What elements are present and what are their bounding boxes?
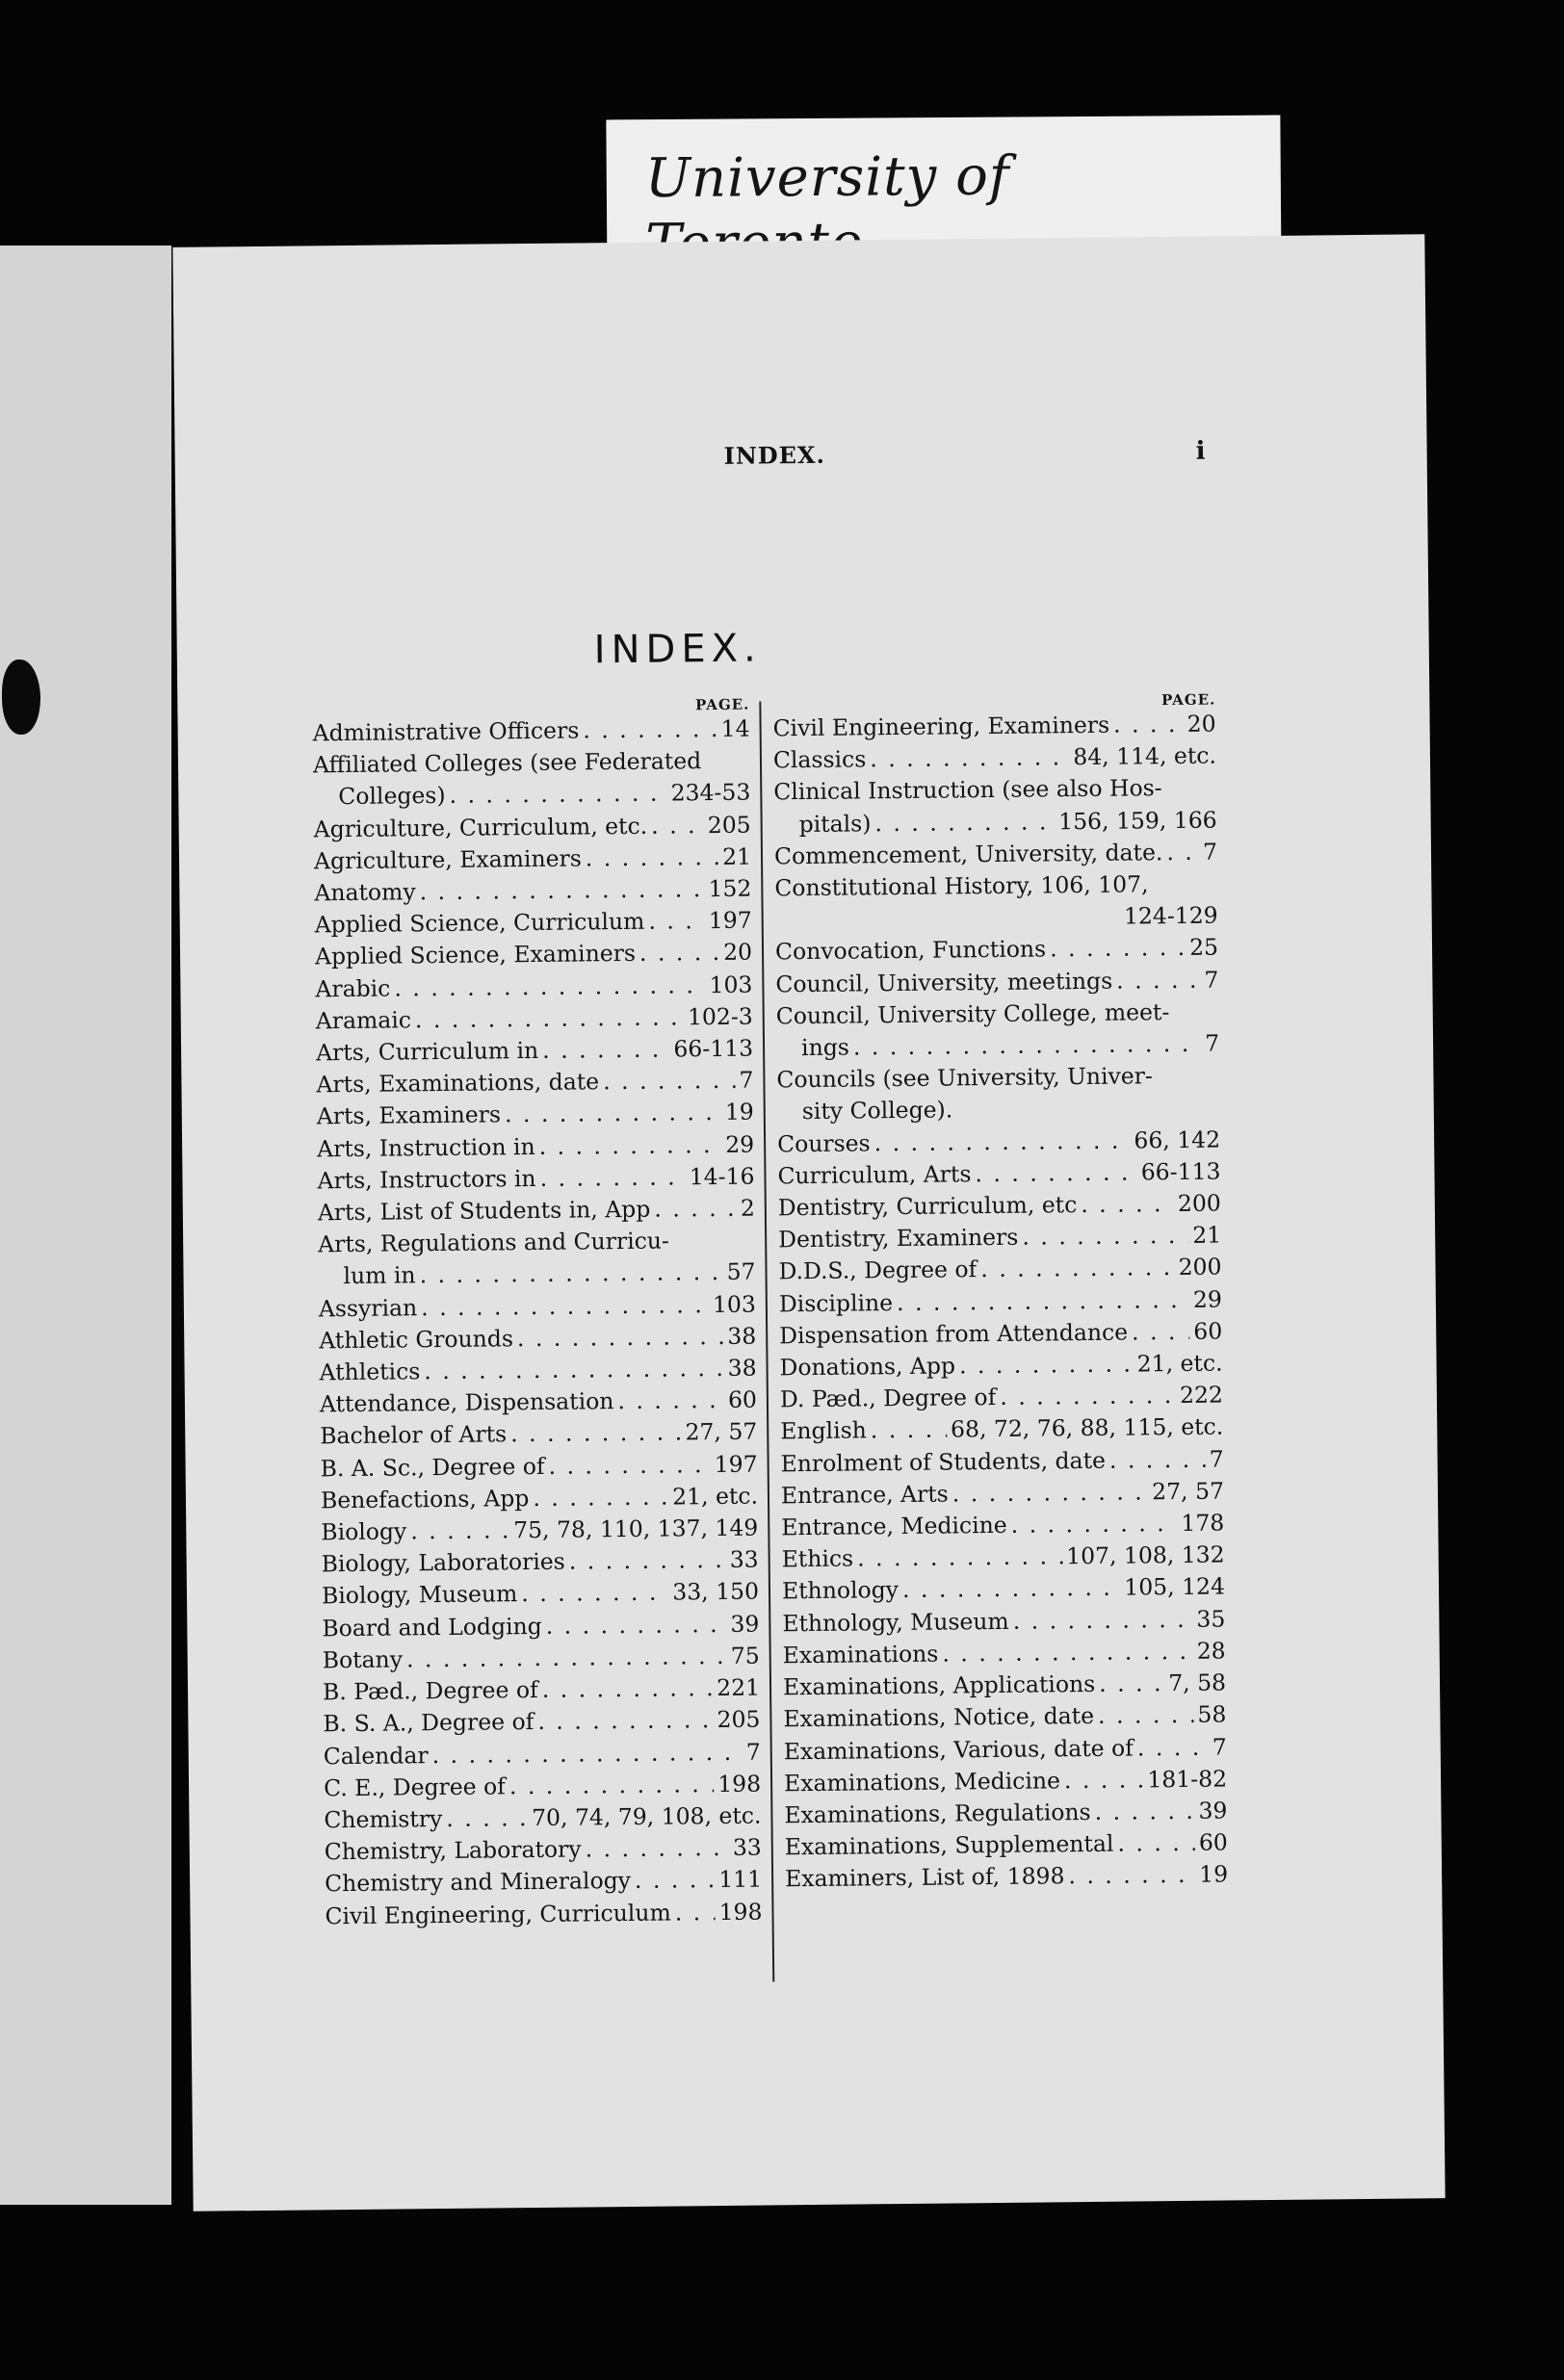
index-entry-page: 29 xyxy=(725,1130,755,1158)
index-entry-page: 7 xyxy=(1204,1029,1220,1057)
leader-dots xyxy=(505,1097,721,1131)
index-entry-page: 7, 58 xyxy=(1168,1669,1227,1697)
index-entry-label: B. A. Sc., Degree of xyxy=(320,1452,545,1482)
leader-dots xyxy=(1050,932,1186,966)
leader-dots xyxy=(654,1193,737,1226)
index-entry xyxy=(317,1160,754,1197)
index-entry-page: 19 xyxy=(1199,1860,1229,1889)
index-entry xyxy=(780,1443,1223,1480)
index-entry xyxy=(323,1640,760,1676)
index-entry-page: 7 xyxy=(745,1738,761,1766)
index-entry-page: 198 xyxy=(717,1770,762,1798)
index-entry-page: 20 xyxy=(723,939,753,967)
index-entry-label: Enrolment of Students, date xyxy=(780,1446,1107,1477)
index-column-left xyxy=(312,696,762,1932)
leader-dots xyxy=(424,1353,724,1387)
index-entry xyxy=(316,1000,753,1037)
index-entry xyxy=(320,1416,757,1453)
index-entry xyxy=(318,1256,755,1293)
leader-dots xyxy=(517,1321,724,1355)
index-entry xyxy=(773,740,1216,777)
index-entry-label: Arabic xyxy=(315,974,391,1002)
index-entry-label: Entrance, Medicine xyxy=(781,1511,1007,1541)
index-entry-page: 7 xyxy=(1204,966,1219,994)
index-entry xyxy=(785,1859,1228,1896)
index-entry xyxy=(323,1704,760,1741)
index-entry-page: 197 xyxy=(714,1450,758,1478)
index-entry-label: Agriculture, Examiners xyxy=(313,844,582,875)
index-entry-label: D. Pæd., Degree of xyxy=(779,1384,997,1413)
index-entry-label: Arts, Examiners xyxy=(316,1100,502,1130)
index-entry xyxy=(325,1896,762,1932)
index-entry-label: Affiliated Colleges (see Federated xyxy=(312,747,702,779)
index-entry-label: Examinations xyxy=(782,1640,939,1669)
index-entry-label: Board and Lodging xyxy=(322,1612,542,1643)
index-entry-page: 14-16 xyxy=(689,1162,755,1191)
leader-dots xyxy=(533,1481,668,1514)
index-entry-label: Anatomy xyxy=(314,878,416,907)
index-entry xyxy=(316,1065,753,1101)
leader-dots xyxy=(1064,1764,1144,1797)
index-entry-page: 178 xyxy=(1181,1509,1225,1538)
leader-dots xyxy=(546,1609,727,1643)
index-entry-page: 33, 150 xyxy=(672,1578,760,1606)
index-entry-page: 102-3 xyxy=(687,1002,753,1031)
index-column-right xyxy=(772,691,1228,1896)
leader-dots xyxy=(509,1769,715,1802)
index-entry xyxy=(321,1513,758,1549)
leader-dots xyxy=(1081,1188,1174,1221)
leader-dots xyxy=(537,1704,714,1738)
leader-dots xyxy=(394,970,706,1005)
index-entry-page: 21 xyxy=(1192,1221,1222,1250)
index-entry-label: Examinations, Supplemental xyxy=(784,1829,1114,1861)
index-entry-page: 181-82 xyxy=(1147,1765,1228,1794)
index-entry xyxy=(775,932,1218,969)
index-entry-page: 60 xyxy=(1193,1317,1223,1345)
index-entry-continuation: sity College). xyxy=(801,1096,953,1125)
index-entry-page: 7 xyxy=(1212,1732,1227,1761)
index-entry xyxy=(784,1795,1227,1831)
index-entry-label: Dentistry, Examiners xyxy=(778,1223,1019,1254)
index-entry-page: 198 xyxy=(718,1898,763,1926)
index-entry-page: 39 xyxy=(1198,1797,1228,1824)
index-entry-label: Examinations, Notice, date xyxy=(783,1702,1095,1733)
index-entry xyxy=(772,709,1215,745)
leader-dots xyxy=(1113,709,1184,741)
leader-dots xyxy=(419,1256,722,1292)
index-entry-page: 2 xyxy=(740,1194,755,1222)
leader-dots xyxy=(897,1284,1189,1319)
index-entry xyxy=(784,1731,1227,1768)
index-entry xyxy=(785,1827,1228,1864)
leader-dots xyxy=(539,1161,685,1195)
leader-dots xyxy=(639,937,720,970)
leader-dots xyxy=(651,810,704,842)
leader-dots xyxy=(675,1897,716,1929)
index-entry xyxy=(784,1763,1227,1799)
index-entry-page: 38 xyxy=(727,1322,757,1350)
leader-dots xyxy=(521,1577,668,1611)
index-entry-page: 7 xyxy=(739,1066,754,1094)
leader-dots xyxy=(406,1641,727,1676)
index-entry-page: 107, 108, 132 xyxy=(1066,1540,1225,1570)
index-entry-page: 200 xyxy=(1178,1253,1222,1281)
leader-dots xyxy=(1137,1731,1209,1764)
index-entry-page: 21 xyxy=(721,842,752,870)
facing-page-edge xyxy=(0,246,171,2205)
index-entry xyxy=(325,1832,762,1869)
leader-dots xyxy=(1098,1699,1194,1732)
index-entry-label: Athletic Grounds xyxy=(319,1325,514,1355)
index-entry-label: English xyxy=(780,1416,867,1445)
index-entry-continuation: lum in xyxy=(343,1261,416,1290)
index-entry-page: 68, 72, 76, 88, 115, etc. xyxy=(950,1412,1224,1443)
index-entry-label: Ethics xyxy=(781,1544,854,1573)
index-entry-page: 33 xyxy=(729,1545,759,1574)
index-entry xyxy=(774,836,1217,872)
index-entry xyxy=(777,1155,1220,1192)
index-entry-label: Applied Science, Curriculum xyxy=(314,907,645,939)
leader-dots xyxy=(1132,1316,1190,1349)
index-entry xyxy=(779,1315,1222,1352)
index-entry xyxy=(783,1699,1226,1736)
index-entry-label: B. S. A., Degree of xyxy=(323,1708,534,1738)
leader-dots xyxy=(853,1028,1202,1064)
index-entry-label: Athletics xyxy=(319,1358,421,1386)
index-entry xyxy=(773,804,1216,841)
index-entry-label: Chemistry, Laboratory xyxy=(324,1835,582,1866)
index-entry xyxy=(319,1353,756,1389)
index-entry xyxy=(319,1320,756,1357)
index-entry-page: 39 xyxy=(730,1610,760,1638)
index-entry-page: 21, etc. xyxy=(671,1482,759,1511)
leader-dots xyxy=(603,1065,736,1099)
index-entry-label: Council, University College, meet- xyxy=(775,997,1170,1030)
index-entry-continuation: Colleges) xyxy=(338,782,446,811)
index-entry-label: Arts, Instruction in xyxy=(317,1132,535,1162)
index-entry xyxy=(325,1864,762,1901)
leader-dots xyxy=(1109,1443,1206,1476)
index-entry-label: Applied Science, Examiners xyxy=(314,940,637,970)
leader-dots xyxy=(410,1514,509,1547)
index-entry-label: Constitutional History, 106, 107, xyxy=(774,870,1149,902)
leader-dots xyxy=(871,1414,948,1447)
index-entry-page: 60 xyxy=(727,1385,758,1414)
index-entry-label: D.D.S., Degree of xyxy=(778,1255,978,1285)
index-entry-page: 57 xyxy=(726,1258,756,1286)
index-entry xyxy=(324,1736,761,1772)
index-entry xyxy=(315,937,752,973)
index-entry-label: Botany xyxy=(322,1645,404,1674)
index-entry xyxy=(782,1603,1225,1640)
leader-dots xyxy=(415,1001,684,1036)
index-entry xyxy=(320,1448,757,1485)
index-entry-label: Entrance, Arts xyxy=(780,1480,949,1510)
index-entry xyxy=(776,1028,1219,1065)
index-entry xyxy=(323,1672,760,1709)
ink-blot xyxy=(2,660,40,735)
index-entry-label: Arts, Instructors in xyxy=(317,1164,536,1195)
index-entry xyxy=(780,1411,1223,1448)
leader-dots xyxy=(980,1252,1175,1285)
leader-dots xyxy=(635,1864,716,1897)
index-entry-page: 84, 114, etc. xyxy=(1073,741,1217,771)
leader-dots xyxy=(617,1384,724,1417)
index-entry-page: 66-113 xyxy=(673,1034,754,1063)
index-entry xyxy=(781,1539,1224,1576)
index-entry xyxy=(779,1348,1222,1384)
index-entry-label: Curriculum, Arts xyxy=(777,1160,972,1190)
leader-dots xyxy=(857,1541,1062,1575)
index-entry-page: 152 xyxy=(708,874,752,903)
index-entry xyxy=(778,1220,1221,1256)
index-entry-page: 205 xyxy=(707,811,751,839)
index-entry xyxy=(313,777,750,814)
index-entry-label: Ethnology, Museum xyxy=(782,1607,1009,1637)
index-entry-label: Arts, Examinations, date xyxy=(316,1068,600,1099)
leader-dots xyxy=(446,1802,528,1835)
index-entry-label: C. E., Degree of xyxy=(323,1772,507,1802)
index-entry xyxy=(322,1608,759,1644)
index-entry-label: Arts, List of Students in, App xyxy=(317,1195,651,1227)
leader-dots xyxy=(874,806,1055,840)
index-entry-label: Chemistry and Mineralogy xyxy=(325,1867,632,1898)
index-entry-page: 124-129 xyxy=(1123,901,1218,930)
leader-dots xyxy=(1166,837,1199,869)
index-entry-label: Dispensation from Attendance xyxy=(779,1318,1129,1350)
leader-dots xyxy=(1117,1827,1195,1860)
index-entry-continuation: pitals) xyxy=(798,809,872,838)
index-entry-label: Examinations, Medicine xyxy=(783,1767,1061,1798)
leader-dots xyxy=(421,1289,709,1324)
index-entry xyxy=(316,1033,753,1070)
leader-dots xyxy=(449,778,666,813)
page-column-header: PAGE. xyxy=(694,695,750,714)
index-entry xyxy=(780,1380,1223,1416)
leader-dots xyxy=(1099,1668,1164,1700)
index-entry-label: Chemistry xyxy=(324,1804,443,1834)
index-entry xyxy=(314,841,751,877)
index-entry-page: 221 xyxy=(717,1673,761,1702)
index-entry xyxy=(314,873,751,910)
index-entry-label: Convocation, Functions xyxy=(774,935,1047,966)
index-entry-label: Clinical Instruction (see also Hos- xyxy=(773,774,1162,806)
leader-dots xyxy=(1011,1508,1178,1541)
index-entry-page: 7 xyxy=(1209,1445,1224,1473)
index-entry xyxy=(320,1384,757,1421)
index-entry-page: 75, 78, 110, 137, 149 xyxy=(513,1513,759,1544)
leader-dots xyxy=(975,1156,1137,1190)
index-entry-page: 66, 142 xyxy=(1134,1125,1221,1154)
running-head: INDEX. xyxy=(723,440,826,470)
index-entry-label: Civil Engineering, Examiners xyxy=(772,711,1110,742)
index-entry xyxy=(317,1128,754,1165)
index-entry-label: Arts, Curriculum in xyxy=(315,1036,539,1067)
index-entry xyxy=(319,1288,756,1325)
index-entry-label: Attendance, Dispensation xyxy=(319,1387,614,1418)
index-entry xyxy=(312,713,749,750)
index-entry-page: 28 xyxy=(1196,1637,1226,1665)
index-entry-page: 205 xyxy=(717,1705,761,1734)
index-entry-page: 103 xyxy=(712,1290,757,1318)
leader-dots xyxy=(542,1672,714,1706)
leader-dots xyxy=(1116,964,1201,996)
index-entry-label: Biology xyxy=(321,1517,407,1546)
index-entry-page: 58 xyxy=(1197,1700,1227,1729)
index-entry-page: 27, 57 xyxy=(685,1418,758,1446)
index-entry-label: Administrative Officers xyxy=(312,716,580,747)
index-entry-page: 156, 159, 166 xyxy=(1058,806,1217,835)
index-entry-continuation: ings xyxy=(800,1033,850,1062)
leader-dots xyxy=(1094,1796,1194,1828)
index-entry-label: Ethnology xyxy=(781,1576,899,1605)
leader-dots xyxy=(538,1129,721,1163)
leader-dots xyxy=(870,741,1069,775)
index-entry-label: Examiners, List of, 1898 xyxy=(784,1862,1065,1893)
leader-dots xyxy=(569,1544,726,1578)
index-entry-label: Donations, App xyxy=(779,1352,956,1382)
column-divider xyxy=(759,701,774,1981)
leader-dots xyxy=(583,713,717,747)
page-column-header: PAGE. xyxy=(1160,690,1216,710)
index-entry-label: Commencement, University, date. xyxy=(773,838,1163,870)
leader-dots xyxy=(542,1034,670,1068)
index-entry-label: Benefactions, App xyxy=(320,1484,530,1514)
index-entry-label: Civil Engineering, Curriculum xyxy=(325,1899,671,1929)
index-entry-label: Biology, Laboratories xyxy=(321,1547,565,1578)
index-entry-page: 14 xyxy=(720,714,750,742)
index-entry-page: 111 xyxy=(718,1865,763,1894)
page-title: INDEX. xyxy=(593,626,762,673)
leader-dots xyxy=(1068,1859,1195,1893)
index-entry-page: 70, 74, 79, 108, etc. xyxy=(531,1801,762,1831)
index-entry-label: Aramaic xyxy=(315,1006,412,1035)
page-number: i xyxy=(1195,436,1206,466)
index-entry xyxy=(778,1252,1221,1288)
index-entry xyxy=(322,1544,759,1581)
index-entry-page: 60 xyxy=(1198,1828,1228,1856)
index-entry xyxy=(778,1188,1221,1225)
index-entry xyxy=(318,1193,755,1229)
leader-dots xyxy=(959,1349,1134,1383)
index-entry-page: 33 xyxy=(732,1833,762,1861)
note-line-1: University of xyxy=(644,144,1010,211)
index-entry-page: 103 xyxy=(709,970,753,998)
leader-dots xyxy=(510,1417,682,1451)
leader-dots xyxy=(873,1125,1130,1159)
index-entry xyxy=(315,969,752,1005)
leader-dots xyxy=(942,1636,1193,1670)
leader-dots xyxy=(1000,1380,1176,1413)
index-entry-page: 35 xyxy=(1196,1605,1226,1633)
index-entry-label: Calendar xyxy=(323,1741,429,1770)
index-entry xyxy=(779,1283,1222,1320)
index-entry-label: Examinations, Regulations xyxy=(784,1798,1091,1829)
index-entry-page: 7 xyxy=(1202,838,1218,866)
index-entry-page: 75 xyxy=(730,1642,760,1669)
index-page xyxy=(172,234,1445,2212)
index-entry-label: B. Pæd., Degree of xyxy=(322,1676,538,1706)
leader-dots xyxy=(952,1476,1149,1510)
leader-dots xyxy=(586,841,719,875)
index-entry xyxy=(322,1576,759,1613)
index-entry-page: 234-53 xyxy=(670,779,751,807)
index-entry-page: 66-113 xyxy=(1140,1157,1221,1186)
index-entry xyxy=(781,1475,1224,1512)
index-entry-page: 197 xyxy=(708,906,752,935)
index-entry-label: Courses xyxy=(776,1128,871,1157)
index-entry-page: 105, 124 xyxy=(1124,1572,1226,1602)
leader-dots xyxy=(419,873,704,908)
index-entry xyxy=(783,1635,1226,1671)
index-entry-label: Biology, Museum xyxy=(321,1580,518,1610)
index-entry xyxy=(781,1508,1224,1544)
index-entry-page: 20 xyxy=(1186,710,1216,737)
index-entry xyxy=(777,1124,1220,1160)
index-entry-label: Dentistry, Curriculum, etc xyxy=(777,1191,1078,1222)
index-entry-label: Arts, Regulations and Curricu- xyxy=(318,1227,670,1258)
index-entry-page: 27, 57 xyxy=(1152,1477,1225,1506)
index-entry-label: Council, University, meetings xyxy=(775,967,1113,997)
index-entry-label: Assyrian xyxy=(318,1293,418,1322)
index-entry-label: Classics xyxy=(772,745,867,774)
index-entry xyxy=(314,809,751,845)
index-entry-page: 19 xyxy=(724,1099,754,1126)
index-entry-page: 21, etc. xyxy=(1136,1349,1223,1378)
index-entry xyxy=(315,905,752,942)
leader-dots xyxy=(548,1449,711,1483)
index-entry xyxy=(324,1799,761,1836)
index-entry-page: 29 xyxy=(1192,1285,1222,1313)
index-entry-label: Examinations, Various, date of xyxy=(783,1734,1134,1765)
index-entry-label: Examinations, Applications xyxy=(782,1670,1096,1701)
leader-dots xyxy=(1013,1604,1193,1638)
index-entry-label: Agriculture, Curriculum, etc. xyxy=(313,812,648,842)
index-entry-page: 25 xyxy=(1188,933,1219,962)
index-entry xyxy=(317,1097,754,1133)
index-entry-page: 222 xyxy=(1179,1381,1224,1410)
index-entry-page: 200 xyxy=(1177,1189,1221,1218)
index-entry-label: Discipline xyxy=(778,1288,894,1317)
leader-dots xyxy=(431,1736,743,1772)
index-entry xyxy=(775,964,1218,1000)
leader-dots xyxy=(902,1572,1121,1607)
leader-dots xyxy=(585,1832,729,1866)
index-entry xyxy=(782,1571,1225,1608)
index-entry xyxy=(783,1668,1226,1704)
leader-dots xyxy=(1022,1220,1188,1254)
index-entry xyxy=(321,1480,758,1516)
index-entry-label: Councils (see University, Univer- xyxy=(776,1062,1154,1094)
index-entry xyxy=(324,1768,761,1804)
index-entry-page: 38 xyxy=(727,1354,757,1382)
index-entry-label: Bachelor of Arts xyxy=(320,1420,508,1450)
leader-dots xyxy=(648,905,705,938)
